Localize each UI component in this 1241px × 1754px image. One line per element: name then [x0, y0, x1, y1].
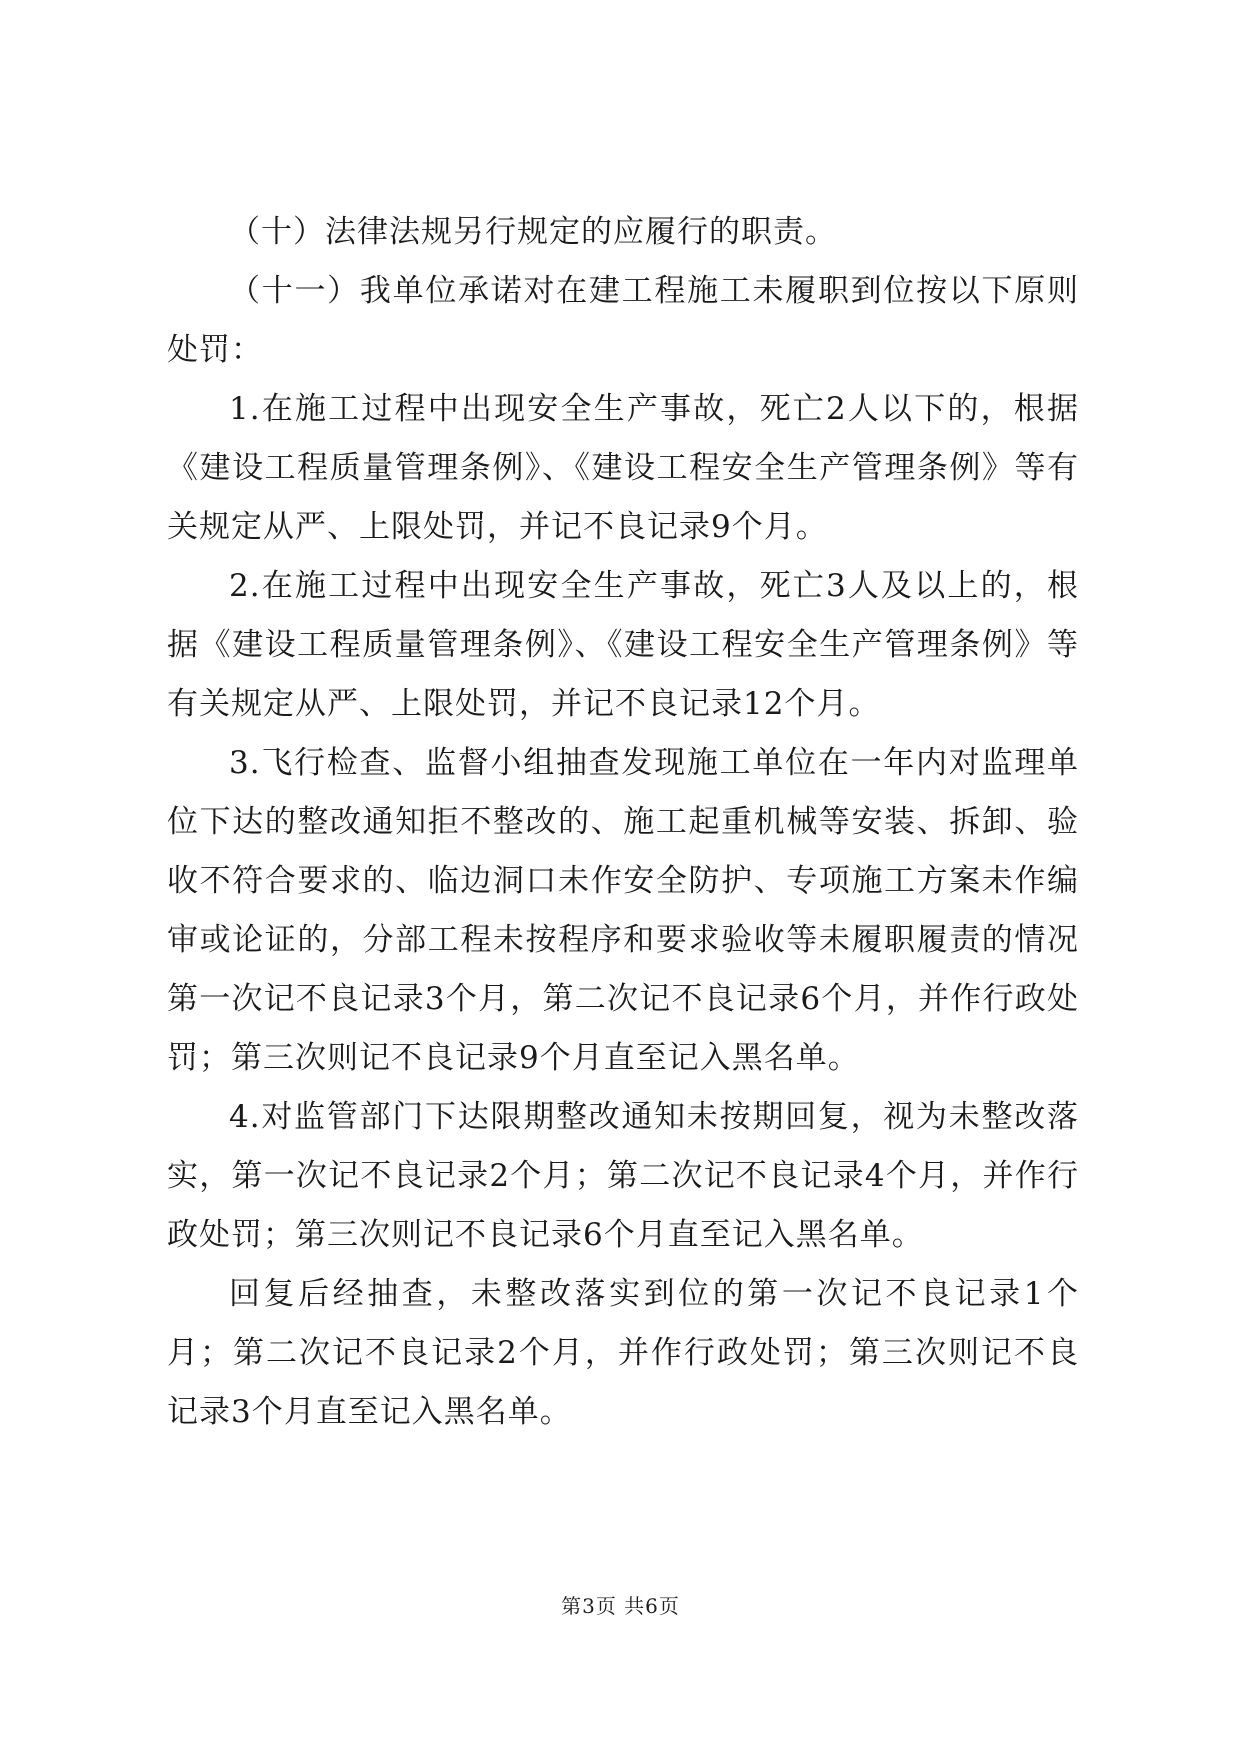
paragraph-rule-2: 2.在施工过程中出现安全生产事故，死亡3人及以上的，根据《建设工程质量管理条例》、《建设工程安全生产管理条例》等有关规定从严、上限处罚，并记不良记录12个月。 [167, 568, 1079, 722]
paragraph-rule-1: 1.在施工过程中出现安全生产事故，死亡2人以下的，根据《建设工程质量管理条例》、《建设工程安全生产管理条例》等有关规定从严、上限处罚，并记不良记录9个月。 [167, 391, 1079, 545]
paragraph-item-11: （十一）我单位承诺对在建工程施工未履职到位按以下原则处罚： [167, 273, 1079, 368]
document-body [167, 203, 1079, 1442]
paragraph-followup: 回复后经抽查，未整改落实到位的第一次记不良记录1个月；第二次记不良记录2个月，并作行政处罚；第三次则记不良记录3个月直至记入黑名单。 [167, 1276, 1079, 1430]
paragraph-rule-3: 3.飞行检查、监督小组抽查发现施工单位在一年内对监理单位下达的整改通知拒不整改的、施工起重机械等安装、拆卸、验收不符合要求的、临边洞口未作安全防护、专项施工方案未作编审或论证的，分部工程未按程序和要求验收等未履职履责的情况第一次记不良记录3个月，第二次记不良记录6个月，并作行政处罚；第三次则记不良记录9个月直至记入黑名单。 [167, 745, 1079, 1076]
page-number-footer: 第3页 共6页 [561, 1594, 680, 1618]
paragraph-item-10: （十）法律法规另行规定的应履行的职责。 [229, 214, 837, 250]
paragraph-rule-4: 4.对监管部门下达限期整改通知未按期回复，视为未整改落实，第一次记不良记录2个月；第二次记不良记录4个月，并作行政处罚；第三次则记不良记录6个月直至记入黑名单。 [167, 1099, 1079, 1253]
